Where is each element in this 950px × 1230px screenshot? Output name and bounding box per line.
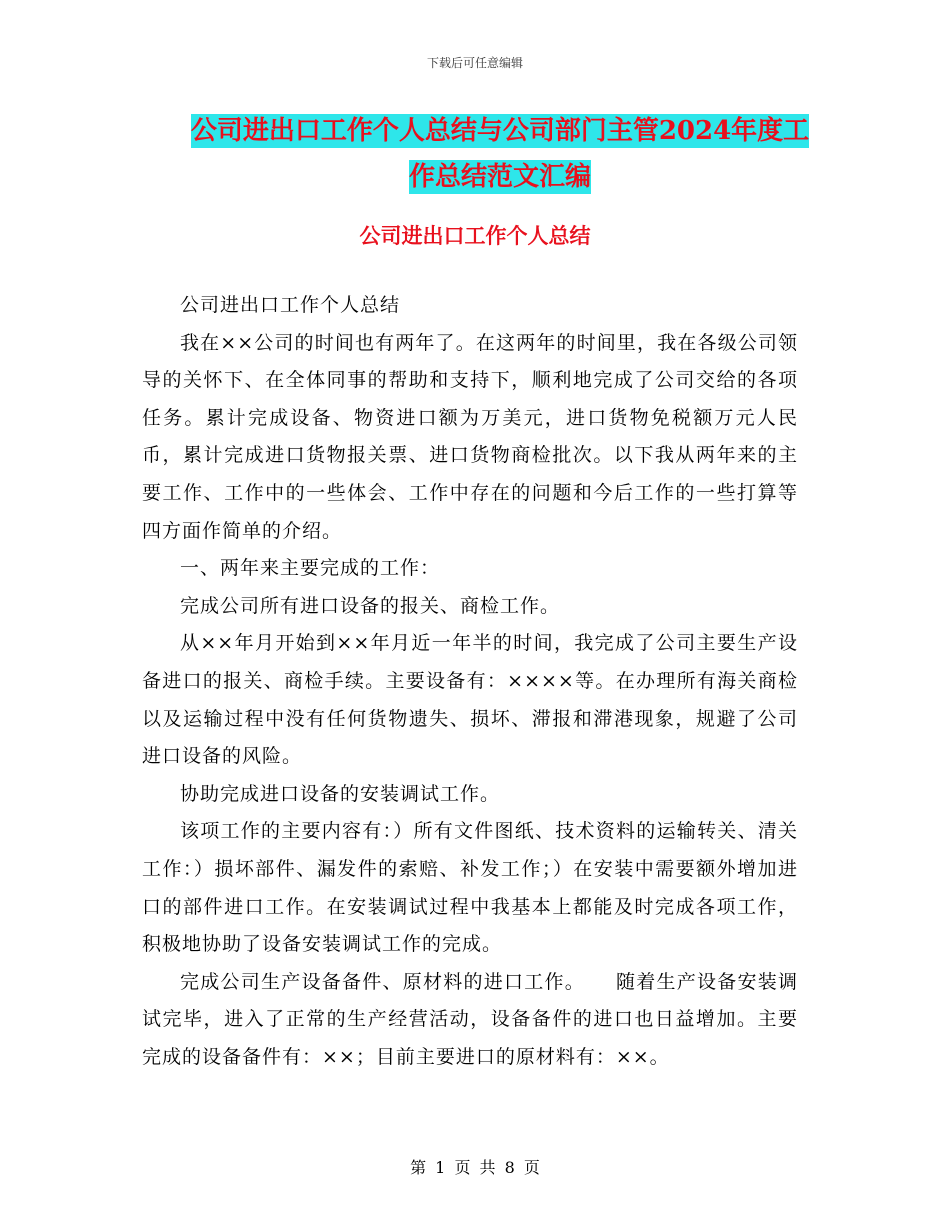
- paragraph: 一、两年来主要完成的工作：: [180, 557, 441, 580]
- paragraph: 完成公司生产设备备件、原材料的进口工作。 随着生产设备安装调试完毕，进入了正常的生产经营活动，设备备件的进口也日益增加。主要完成的设备备件有：××；目前主要进口的原材料有：××。: [142, 970, 798, 1068]
- body-text: [142, 287, 798, 1076]
- paragraph: 该项工作的主要内容有：）所有文件图纸、技术资料的运输转关、清关工作：）损坏部件、漏发件的索赔、补发工作；）在安装中需要额外增加进口的部件进口工作。在安装调试过程中我基本上都能及时完成各项工作，积极地协助了设备安装调试工作的完成。: [142, 820, 798, 956]
- document-title-line-2: 作总结范文汇编: [408, 162, 591, 192]
- document-title: [160, 108, 840, 200]
- paragraph: 从××年月开始到××年月近一年半的时间，我完成了公司主要生产设备进口的报关、商检手续。主要设备有：××××等。在办理所有海关商检以及运输过程中没有任何货物遗失、损坏、滞报和滞港现象，规避了公司进口设备的风险。: [142, 632, 798, 768]
- paragraph: 协助完成进口设备的安装调试工作。: [180, 782, 501, 805]
- paragraph: 公司进出口工作个人总结: [180, 294, 401, 316]
- page-footer: 第 1 页 共 8 页: [410, 1158, 540, 1177]
- header-note: 下载后可任意编辑: [426, 56, 523, 70]
- document-title-line-1: 公司进出口工作个人总结与公司部门主管2024年度工: [190, 116, 810, 146]
- paragraph: 我在××公司的时间也有两年了。在这两年的时间里，我在各级公司领导的关怀下、在全体同事的帮助和支持下，顺利地完成了公司交给的各项任务。累计完成设备、物资进口额为万美元，进口货物免税额万元人民币，累计完成进口货物报关票、进口货物商检批次。以下我从两年来的主要工作、工作中的一些体会、工作中存在的问题和今后工作的一些打算等四方面作简单的介绍。: [142, 331, 798, 542]
- paragraph: 完成公司所有进口设备的报关、商检工作。: [180, 594, 561, 617]
- section-title: 公司进出口工作个人总结: [359, 223, 591, 248]
